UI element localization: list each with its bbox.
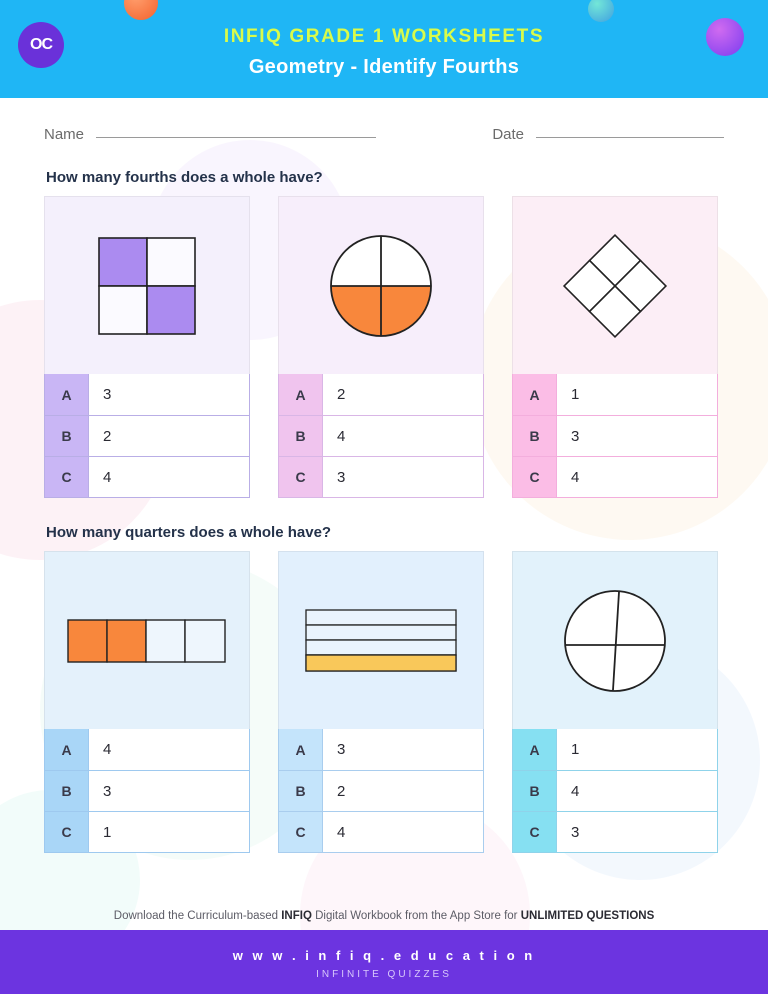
option-key: B: [513, 771, 557, 811]
option-value: 4: [557, 771, 717, 811]
option-value: 4: [89, 457, 249, 497]
answer-options: [278, 374, 484, 498]
option-key: A: [513, 374, 557, 415]
answer-options: [512, 374, 718, 498]
option-row[interactable]: [513, 374, 717, 415]
question-card: [44, 551, 250, 853]
option-value: 2: [323, 771, 483, 811]
option-row[interactable]: [513, 770, 717, 811]
question-card-row: [44, 551, 724, 853]
question-card: [512, 551, 718, 853]
footnote-middle: Digital Workbook from the App Store for: [311, 910, 521, 922]
option-row[interactable]: [45, 811, 249, 852]
square-quartered-icon: [97, 236, 197, 336]
answer-options: [512, 729, 718, 853]
option-key: A: [45, 374, 89, 415]
option-value: 4: [323, 416, 483, 456]
option-row[interactable]: [279, 811, 483, 852]
option-row[interactable]: [513, 456, 717, 497]
option-value: 1: [557, 729, 717, 770]
option-key: C: [279, 812, 323, 852]
footer-tagline: INFINITE QUIZZES: [316, 969, 452, 980]
figure-square-quartered-checker: [44, 196, 250, 374]
option-key: B: [45, 771, 89, 811]
option-value: 3: [557, 812, 717, 852]
option-value: 3: [323, 457, 483, 497]
figure-circle-quartered-outline: [512, 551, 718, 729]
option-row[interactable]: [45, 415, 249, 456]
option-value: 3: [323, 729, 483, 770]
date-input-line[interactable]: [536, 137, 724, 138]
option-row[interactable]: [513, 729, 717, 770]
option-value: 1: [89, 812, 249, 852]
footer-url[interactable]: w w w . i n f i q . e d u c a t i o n: [232, 948, 536, 963]
download-footnote: [0, 910, 768, 922]
date-label: Date: [492, 126, 524, 143]
section-fourths: [0, 169, 768, 498]
option-value: 3: [89, 374, 249, 415]
option-key: C: [45, 457, 89, 497]
option-row[interactable]: [279, 770, 483, 811]
name-label: Name: [44, 126, 85, 143]
logo-mark: OC: [30, 36, 52, 53]
option-key: B: [279, 771, 323, 811]
option-key: C: [513, 457, 557, 497]
option-value: 2: [323, 374, 483, 415]
stacked-bars-icon: [305, 609, 457, 673]
page-footer: [0, 930, 768, 994]
answer-options: [278, 729, 484, 853]
fraction-bar-icon: [67, 619, 227, 663]
option-value: 4: [557, 457, 717, 497]
page-header: [0, 0, 768, 98]
option-key: A: [279, 374, 323, 415]
option-key: B: [513, 416, 557, 456]
question-card: [278, 551, 484, 853]
diamond-quartered-icon: [557, 228, 673, 344]
option-key: B: [45, 416, 89, 456]
name-date-row: [0, 98, 768, 143]
footnote-brand: INFIQ: [281, 910, 312, 922]
option-key: C: [45, 812, 89, 852]
footnote-prefix: Download the Curriculum-based: [113, 910, 282, 922]
circle-quartered-icon: [326, 231, 436, 341]
option-row[interactable]: [45, 374, 249, 415]
option-value: 1: [557, 374, 717, 415]
worksheet-subtitle: Geometry - Identify Fourths: [248, 56, 520, 78]
question-card: [278, 196, 484, 498]
option-row[interactable]: [45, 770, 249, 811]
option-key: A: [279, 729, 323, 770]
option-key: A: [513, 729, 557, 770]
figure-stacked-bars: [278, 551, 484, 729]
infiq-logo: [18, 22, 64, 68]
figure-diamond-quartered: [512, 196, 718, 374]
option-value: 4: [89, 729, 249, 770]
option-row[interactable]: [513, 811, 717, 852]
option-value: 2: [89, 416, 249, 456]
option-row[interactable]: [279, 729, 483, 770]
question-card: [512, 196, 718, 498]
question-card: [44, 196, 250, 498]
option-value: 3: [557, 416, 717, 456]
option-key: C: [279, 457, 323, 497]
option-key: C: [513, 812, 557, 852]
option-value: 3: [89, 771, 249, 811]
figure-circle-half-orange: [278, 196, 484, 374]
option-key: B: [279, 416, 323, 456]
worksheet-brand-line: INFIQ GRADE 1 WORKSHEETS: [223, 26, 545, 47]
footnote-highlight: UNLIMITED QUESTIONS: [520, 910, 655, 922]
circle-outline-quartered-icon: [559, 585, 671, 697]
question-card-row: [44, 196, 724, 498]
section-title: How many fourths does a whole have?: [46, 169, 323, 186]
answer-options: [44, 374, 250, 498]
option-value: 4: [323, 812, 483, 852]
section-title: How many quarters does a whole have?: [46, 524, 332, 541]
option-row[interactable]: [513, 415, 717, 456]
decorative-sphere-purple: [706, 18, 744, 56]
figure-bar-four-parts: [44, 551, 250, 729]
option-row[interactable]: [279, 456, 483, 497]
option-row[interactable]: [45, 729, 249, 770]
option-row[interactable]: [279, 374, 483, 415]
option-row[interactable]: [279, 415, 483, 456]
option-key: A: [45, 729, 89, 770]
section-quarters: [0, 524, 768, 853]
option-row[interactable]: [45, 456, 249, 497]
name-input-line[interactable]: [96, 137, 376, 138]
answer-options: [44, 729, 250, 853]
